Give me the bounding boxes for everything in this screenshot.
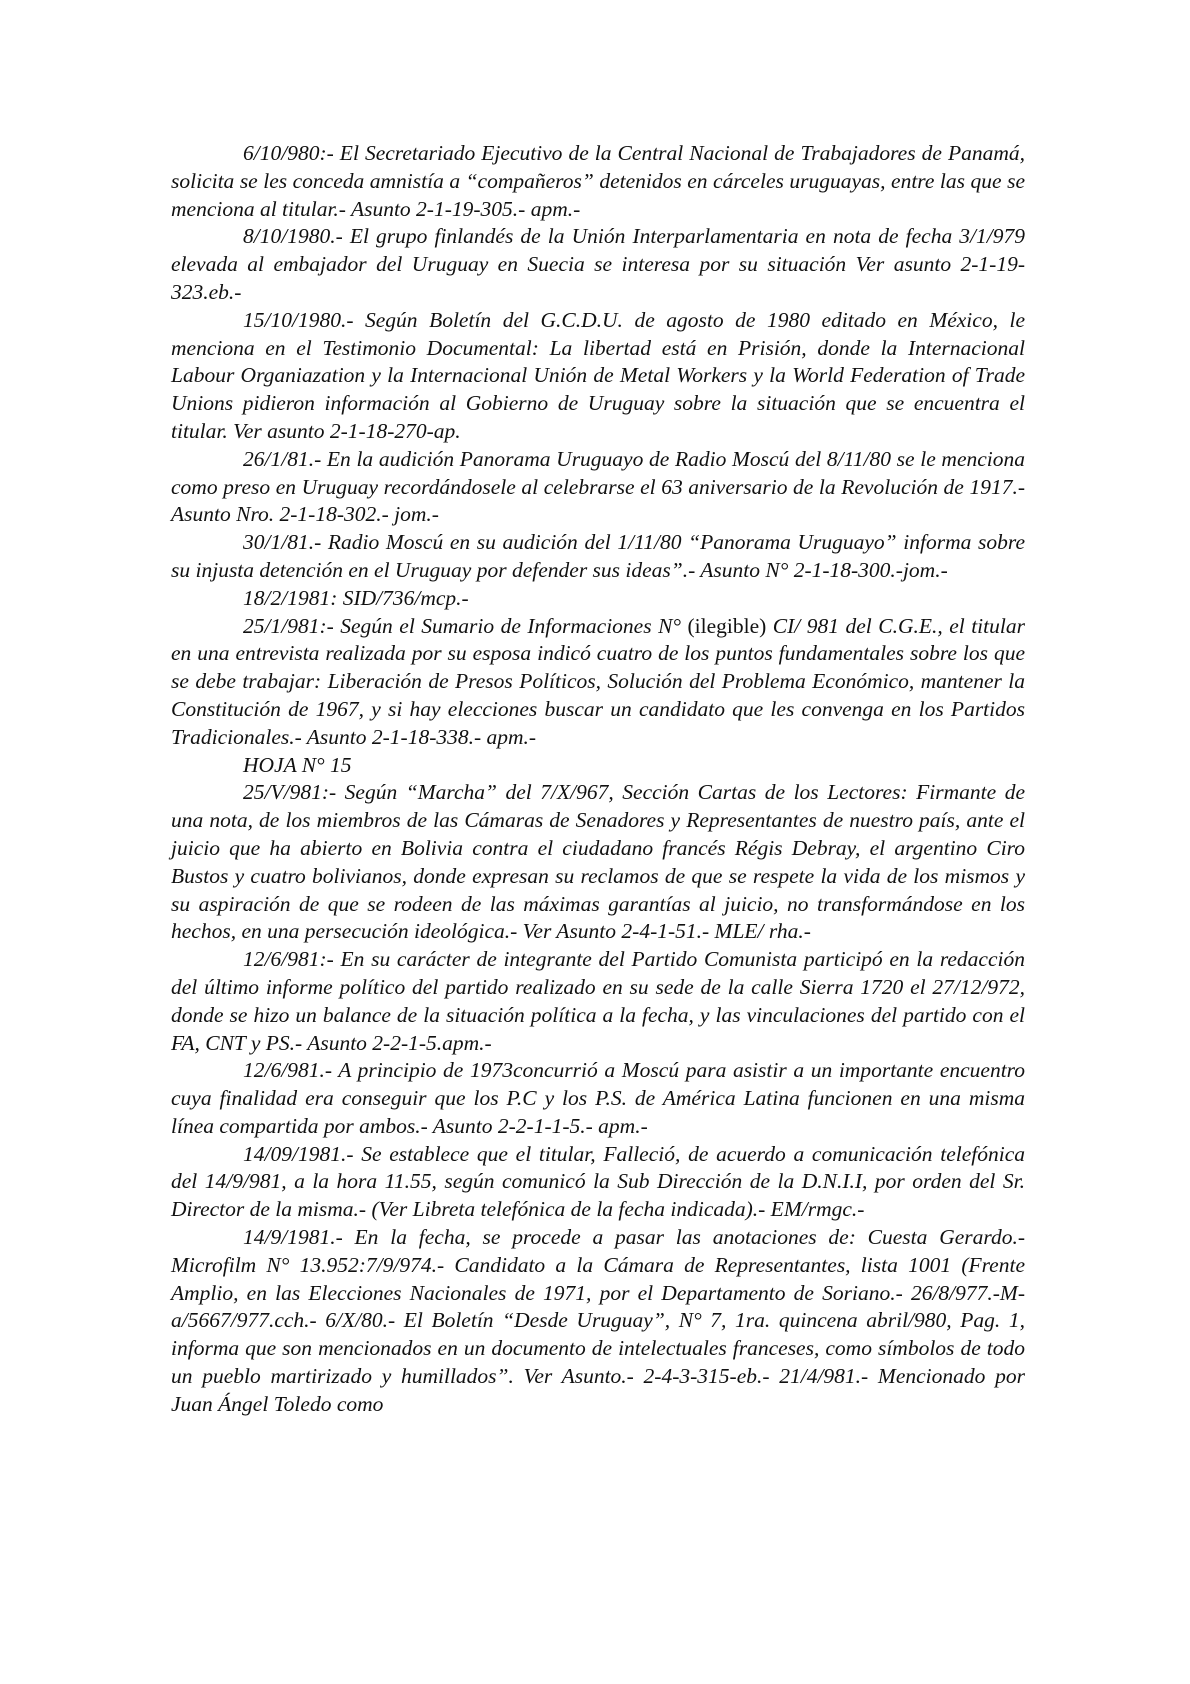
- entry-paragraph: 14/9/1981.- En la fecha, se procede a pasar las anotaciones de: Cuesta Gerardo.- Microfilm N° 13.952:7/9/974.- Candidato a la Cámara de Representantes, lista 1001 (Frente Amplio, en las Elecciones Nacionales de 1971, por el Departamento de Soriano.- 26/8/977.-M-a/5667/977.cch.- 6/X/80.- El Boletín “Desde Uruguay”, N° 7, 1ra. quincena abril/980, Pag. 1, informa que son mencionados en un documento de intelectuales franceses, como símbolos de todo un pueblo martirizado y humillados”. Ver Asunto.- 2-4-3-315-eb.- 21/4/981.- Mencionado por Juan Ángel Toledo como: [171, 1225, 1025, 1416]
- entry-text: 25/1/981:- Según el Sumario de Informaciones N°: [243, 613, 688, 638]
- illegible-note: (ilegible): [687, 613, 767, 638]
- entry-paragraph: 6/10/980:- El Secretariado Ejecutivo de la Central Nacional de Trabajadores de Panamá, solicita se les conceda amnistía a “compañeros” detenidos en cárceles uruguayas, entre las que se menciona al titular.- Asunto 2-1-19-305.- apm.-: [171, 141, 1025, 221]
- entry-text: CI/ 981 del C.G.E., el titular en una entrevista realizada por su esposa indicó cuatro de los puntos fundamentales sobre los que se debe trabajar: Liberación de Presos Políticos, Solución del Problema Económico, mantener la Constitución de 1967, y si hay elecciones buscar un candidato que les convenga en los Partidos Tradicionales.- Asunto 2-1-18-338.- apm.-: [171, 613, 1025, 749]
- entry-paragraph: 12/6/981.- A principio de 1973concurrió a Moscú para asistir a un importante encuentro cuya finalidad era conseguir que los P.C y los P.S. de América Latina funcionen en una misma línea compartida por ambos.- Asunto 2-2-1-1-5.- apm.-: [171, 1058, 1025, 1138]
- entry-paragraph: 25/V/981:- Según “Marcha” del 7/X/967, Sección Cartas de los Lectores: Firmante de una nota, de los miembros de las Cámaras de Senadores y Representantes de nuestro país, ante el juicio que ha abierto en Bolivia contra el ciudadano francés Régis Debray, el argentino Ciro Bustos y cuatro bolivianos, donde expresan su reclamos de que se respete la vida de los mismos y su aspiración de que se rodeen de las máximas garantías al juicio, no transformándose en los hechos, en una persecución ideológica.- Ver Asunto 2-4-1-51.- MLE/ rha.-: [171, 780, 1025, 944]
- document-page: [171, 140, 1025, 1419]
- entry-paragraph: [171, 613, 1025, 752]
- entry-paragraph: 30/1/81.- Radio Moscú en su audición del 1/11/80 “Panorama Uruguayo” informa sobre su injusta detención en el Uruguay por defender sus ideas”.- Asunto N° 2-1-18-300.-jom.-: [171, 530, 1025, 582]
- entry-paragraph: 26/1/81.- En la audición Panorama Uruguayo de Radio Moscú del 8/11/80 se le menciona como preso en Uruguay recordándosele al celebrarse el 63 aniversario de la Revolución de 1917.- Asunto Nro. 2-1-18-302.- jom.-: [171, 446, 1025, 527]
- sheet-number-heading: HOJA N° 15: [243, 752, 352, 777]
- entry-paragraph: 15/10/1980.- Según Boletín del G.C.D.U. de agosto de 1980 editado en México, le menciona en el Testimonio Documental: La libertad está en Prisión, donde la Internacional Labour Organiazation y la Internacional Unión de Metal Workers y la World Federation of Trade Unions pidieron información al Gobierno de Uruguay sobre la situación que se encuentra el titular. Ver asunto 2-1-18-270-ap.: [171, 307, 1025, 443]
- entry-paragraph: 18/2/1981: SID/736/mcp.-: [243, 585, 469, 610]
- entry-paragraph: 12/6/981:- En su carácter de integrante del Partido Comunista participó en la redacción del último informe político del partido realizado en su sede de la calle Sierra 1720 el 27/12/972, donde se hizo un balance de la situación política a la fecha, y las vinculaciones del partido con el FA, CNT y PS.- Asunto 2-2-1-5.apm.-: [171, 947, 1025, 1055]
- entry-paragraph: 14/09/1981.- Se establece que el titular, Falleció, de acuerdo a comunicación telefónica del 14/9/981, a la hora 11.55, según comunicó la Sub Dirección de la D.N.I.I, por orden del Sr. Director de la misma.- (Ver Libreta telefónica de la fecha indicada).- EM/rmgc.-: [171, 1141, 1025, 1222]
- entry-paragraph: 8/10/1980.- El grupo finlandés de la Unión Interparlamentaria en nota de fecha 3/1/979 elevada al embajador del Uruguay en Suecia se interesa por su situación Ver asunto 2-1-19-323.eb.-: [171, 224, 1025, 304]
